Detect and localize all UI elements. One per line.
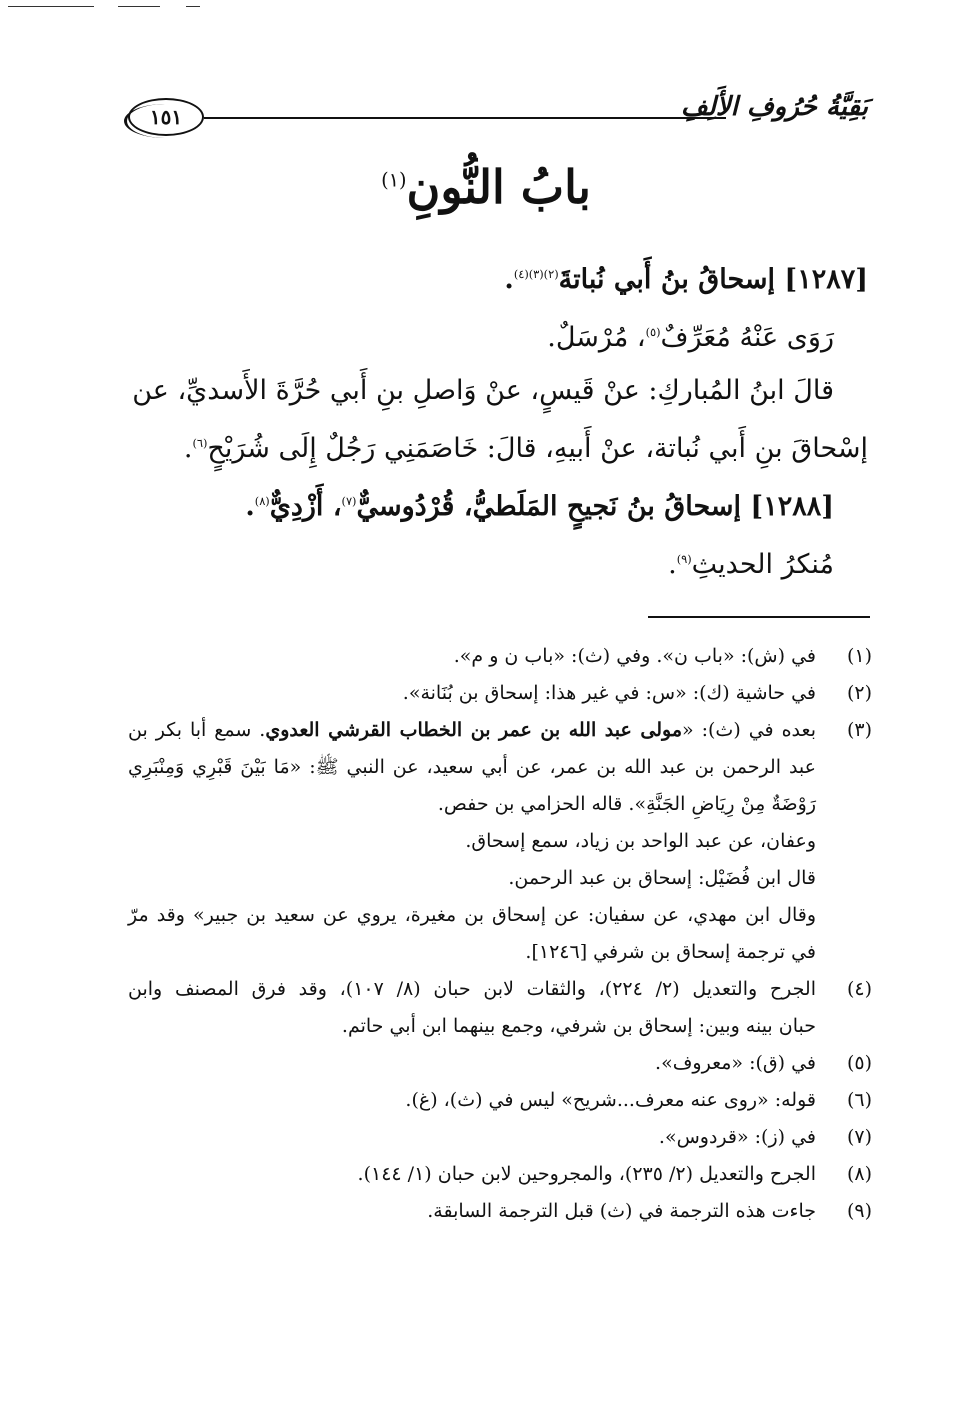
footnote-line: جاءت هذه الترجمة في (ث) قبل الترجمة السابقة. — [427, 1200, 816, 1222]
footnote-number: (٦) — [846, 1089, 872, 1111]
footnote-number: (٩) — [846, 1200, 872, 1222]
entry-1287-paragraph-line-1: قالَ ابنُ المُباركِ: عنْ قَيسٍ، عنْ وَاصلِ بنِ أَبي حُرَّةَ الأَسديِّ، عن — [132, 375, 834, 406]
footnote-3 — [128, 712, 872, 971]
running-title: بَقِيَّةُ حُرُوفِ الأَلِفِ — [680, 92, 868, 122]
grade-end: . — [668, 549, 677, 580]
footnotes-separator — [648, 616, 870, 618]
paragraph-end: . — [183, 433, 193, 464]
footnote-8 — [128, 1156, 872, 1193]
chapter-title — [0, 160, 972, 215]
footnote-9 — [128, 1193, 872, 1230]
footnote-line: الجرح والتعديل (٢/ ٢٢٤)، والثقات لابن حبان (٨/ ١٠٧)، وقد فرق المصنف وابن — [128, 978, 816, 1000]
entry-1287-narrator-line — [128, 306, 868, 364]
footnote-line: قوله: «روى عنه معرف...شريح» ليس في (ث)، (غ). — [405, 1089, 816, 1111]
footnote-line: في (ق): «معروف». — [655, 1052, 816, 1074]
footnote-line — [128, 712, 816, 749]
footnote-line: في (ز): «قردوس». — [658, 1126, 816, 1148]
footnote-line: قال ابن فُضَيْل: إسحاق بن عبد الرحمن. — [508, 867, 816, 889]
footnote-number: (٥) — [846, 1052, 872, 1074]
footnote-ref: (٧) — [341, 494, 357, 508]
footnote-7 — [128, 1119, 872, 1156]
entry-heading-text: [١٢٨٨] إسحاقُ بنُ نَجيحٍ المَلَطيُّ، قُرْدُوسيٌّ — [356, 491, 834, 522]
footnote-intro: بعده في (ث): « — [682, 719, 816, 741]
header-rule — [204, 117, 726, 119]
narrator-end: ، مُرْسَلٌ. — [547, 322, 646, 353]
page-header — [128, 88, 868, 148]
footnote-number: (١) — [846, 645, 872, 667]
footnote-line: الجرح والتعديل (٢/ ٢٣٥)، والمجروحين لابن حبان (١/ ١٤٤). — [357, 1163, 816, 1185]
footnote-number: (٨) — [846, 1163, 872, 1185]
footnote-5 — [128, 1045, 872, 1082]
footnotes — [128, 638, 872, 1230]
main-text — [128, 248, 868, 591]
footnote-number: (٣) — [846, 719, 872, 741]
footnote-ref: (٦) — [192, 436, 208, 450]
entry-heading-text-2: ، أَزْدِيٌّ — [269, 491, 342, 522]
page-number: ١٥١ — [128, 98, 204, 136]
narrator-text: رَوَى عَنْهُ مُعَرِّفٌ — [660, 322, 834, 353]
footnote-intro-end: . سمع أبا بكر بن — [128, 719, 266, 741]
footnote-line: وقال ابن مهدي، عن سفيان: عن إسحاق بن مغيرة، يروي عن سعيد بن جبير» وقد مرّ — [128, 904, 816, 926]
footnote-bold-text: مولى عبد الله بن عمر بن الخطاب القرشي العدوي — [265, 719, 683, 741]
entry-1288-heading — [128, 475, 868, 533]
heading-end: . — [245, 491, 255, 522]
entry-1287-paragraph-line-2 — [128, 417, 868, 475]
chapter-title-text: بابُ النُّونِ — [406, 160, 591, 214]
footnote-2 — [128, 675, 872, 712]
paragraph-text: إسْحاقَ بنِ أَبي نُباتة، عنْ أَبيهِ، قالَ: خَاصَمَنِي رَجُلٌ إِلَى شُرَيْحٍ — [207, 433, 868, 464]
footnote-line: في حاشية (ك): «س: في غير هذا: إسحاق بن بُنَانة». — [402, 682, 816, 704]
footnote-6 — [128, 1082, 872, 1119]
footnote-number: (٤) — [846, 978, 872, 1000]
footnote-ref: (١) — [381, 168, 407, 192]
footnote-number: (٢) — [846, 682, 872, 704]
footnote-line: حبان بينه وبين: إسحاق بن شرفي، وجمع بينهما ابن أبي حاتم. — [341, 1015, 816, 1037]
footnote-line: عبد الرحمن بن عبد الله بن عمر، عن أبي سعيد، عن النبي ﷺ: «مَا بَيْنَ قَبْرِي وَمِنْبَرِي — [128, 756, 816, 778]
heading-end: . — [504, 264, 514, 295]
entry-heading-text: [١٢٨٧] إسحاقُ بنُ أَبي نُباتةَ — [558, 264, 868, 295]
footnote-line: رَوْضَةٌ مِنْ رِيَاضِ الجَنَّةِ». قاله الحزامي بن حفص. — [437, 793, 816, 815]
footnote-ref: (٢)(٣)(٤) — [513, 267, 559, 281]
footnote-number: (٧) — [846, 1126, 872, 1148]
footnote-4 — [128, 971, 872, 1045]
footnote-line: في ترجمة إسحاق بن شرفي [١٢٤٦]. — [525, 941, 816, 963]
entry-1287-heading — [128, 248, 868, 306]
footnote-line: في (ش): «باب ن». وفي (ث): «باب ن و م». — [453, 645, 816, 667]
footnote-1 — [128, 638, 872, 675]
footnote-ref: (٩) — [676, 552, 692, 566]
grade-text: مُنكرُ الحديثِ — [691, 549, 834, 580]
footnote-ref: (٥) — [645, 325, 661, 339]
footnote-line: وعفان، عن عبد الواحد بن زياد، سمع إسحاق. — [465, 830, 816, 852]
scan-edge-marks — [8, 6, 208, 8]
footnote-ref: (٨) — [254, 494, 270, 508]
entry-1288-grade-line — [128, 533, 868, 591]
